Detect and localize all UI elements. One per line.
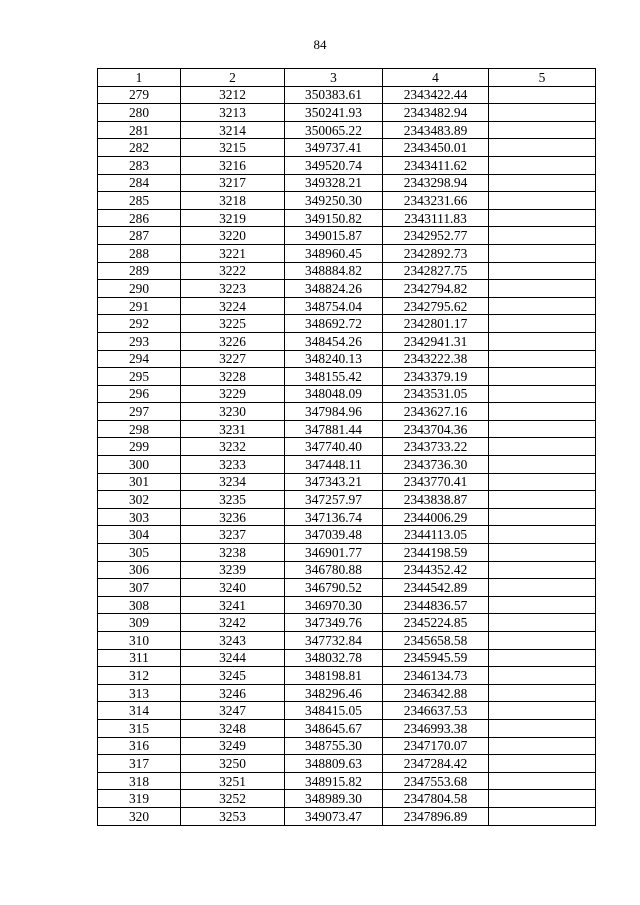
table-cell-col-3: 348692.72 [285,315,383,333]
table-cell-col-2: 3224 [181,297,285,315]
table-cell-col-5 [489,702,596,720]
table-cell-col-4: 2343627.16 [383,403,489,421]
table-cell-col-4: 2343483.89 [383,121,489,139]
table-cell-col-3: 350065.22 [285,121,383,139]
table-cell-col-4: 2345658.58 [383,632,489,650]
table-cell-col-3: 348960.45 [285,244,383,262]
table-cell-col-2: 3243 [181,632,285,650]
table-cell-col-2: 3225 [181,315,285,333]
table-row [98,438,596,456]
table-cell-col-1: 317 [98,755,181,773]
table-cell-col-3: 347343.21 [285,473,383,491]
table-cell-col-1: 291 [98,297,181,315]
table-cell-col-3: 348645.67 [285,719,383,737]
table-cell-col-3: 349520.74 [285,156,383,174]
table-row [98,684,596,702]
table-cell-col-3: 349328.21 [285,174,383,192]
table-cell-col-3: 349150.82 [285,209,383,227]
table-cell-col-2: 3231 [181,420,285,438]
table-cell-col-4: 2344352.42 [383,561,489,579]
table-cell-col-3: 348884.82 [285,262,383,280]
table-cell-col-1: 313 [98,684,181,702]
table-cell-col-5 [489,719,596,737]
table-cell-col-2: 3253 [181,807,285,825]
table-cell-col-5 [489,649,596,667]
table-cell-col-2: 3215 [181,139,285,157]
table-row [98,192,596,210]
table-cell-col-4: 2343531.05 [383,385,489,403]
table-cell-col-5 [489,526,596,544]
table-cell-col-4: 2347170.07 [383,737,489,755]
table-cell-col-4: 2343379.19 [383,368,489,386]
table-cell-col-1: 279 [98,86,181,104]
table-cell-col-2: 3230 [181,403,285,421]
table-cell-col-2: 3218 [181,192,285,210]
table-cell-col-3: 347740.40 [285,438,383,456]
table-row [98,755,596,773]
table-cell-col-2: 3227 [181,350,285,368]
table-cell-col-5 [489,772,596,790]
table-cell-col-4: 2345224.85 [383,614,489,632]
table-cell-col-1: 314 [98,702,181,720]
coordinates-table [97,68,596,826]
table-cell-col-2: 3241 [181,596,285,614]
table-cell-col-4: 2343411.62 [383,156,489,174]
table-cell-col-3: 349737.41 [285,139,383,157]
table-cell-col-5 [489,280,596,298]
table-row [98,385,596,403]
table-row [98,667,596,685]
table-cell-col-1: 293 [98,332,181,350]
table-cell-col-4: 2347553.68 [383,772,489,790]
table-cell-col-1: 311 [98,649,181,667]
table-row [98,315,596,333]
table-row [98,209,596,227]
table-cell-col-4: 2343298.94 [383,174,489,192]
table-cell-col-5 [489,121,596,139]
table-cell-col-3: 346780.88 [285,561,383,579]
table-cell-col-4: 2344006.29 [383,508,489,526]
table-cell-col-2: 3212 [181,86,285,104]
table-cell-col-2: 3236 [181,508,285,526]
table-cell-col-1: 295 [98,368,181,386]
table-cell-col-4: 2342801.17 [383,315,489,333]
table-cell-col-3: 348454.26 [285,332,383,350]
table-cell-col-1: 298 [98,420,181,438]
table-cell-col-1: 297 [98,403,181,421]
table-cell-col-5 [489,614,596,632]
table-row [98,526,596,544]
table-cell-col-5 [489,420,596,438]
table-cell-col-1: 318 [98,772,181,790]
table-row [98,719,596,737]
table-row [98,579,596,597]
table-cell-col-5 [489,332,596,350]
table-cell-col-3: 348415.05 [285,702,383,720]
table-cell-col-1: 282 [98,139,181,157]
table-cell-col-4: 2347284.42 [383,755,489,773]
table-row [98,456,596,474]
table-cell-col-1: 306 [98,561,181,579]
table-cell-col-1: 308 [98,596,181,614]
table-cell-col-4: 2343482.94 [383,104,489,122]
table-cell-col-5 [489,632,596,650]
table-row [98,86,596,104]
table-cell-col-5 [489,403,596,421]
table-cell-col-5 [489,350,596,368]
table-cell-col-4: 2343733.22 [383,438,489,456]
table-cell-col-5 [489,508,596,526]
table-cell-col-4: 2342795.62 [383,297,489,315]
table-cell-col-2: 3221 [181,244,285,262]
table-cell-col-3: 348754.04 [285,297,383,315]
table-cell-col-2: 3219 [181,209,285,227]
table-cell-col-3: 347257.97 [285,491,383,509]
table-cell-col-4: 2343450.01 [383,139,489,157]
table-cell-col-2: 3245 [181,667,285,685]
table-cell-col-2: 3240 [181,579,285,597]
table-cell-col-2: 3232 [181,438,285,456]
table-cell-col-2: 3226 [181,332,285,350]
table-cell-col-1: 316 [98,737,181,755]
table-cell-col-2: 3228 [181,368,285,386]
table-row [98,244,596,262]
table-row [98,508,596,526]
table-cell-col-5 [489,491,596,509]
table-cell-col-3: 348240.13 [285,350,383,368]
table-cell-col-4: 2344836.57 [383,596,489,614]
table-cell-col-3: 349015.87 [285,227,383,245]
table-cell-col-1: 312 [98,667,181,685]
table-cell-col-1: 302 [98,491,181,509]
table-cell-col-5 [489,596,596,614]
table-cell-col-5 [489,456,596,474]
table-cell-col-3: 346970.30 [285,596,383,614]
column-header-1: 1 [98,69,181,87]
table-row [98,596,596,614]
table-cell-col-1: 289 [98,262,181,280]
table-row [98,807,596,825]
table-cell-col-3: 348809.63 [285,755,383,773]
table-row [98,332,596,350]
table-cell-col-3: 347448.11 [285,456,383,474]
table-cell-col-3: 348296.46 [285,684,383,702]
table-cell-col-2: 3248 [181,719,285,737]
table-cell-col-1: 319 [98,790,181,808]
table-cell-col-4: 2345945.59 [383,649,489,667]
table-cell-col-1: 292 [98,315,181,333]
table-cell-col-2: 3237 [181,526,285,544]
table-cell-col-3: 347732.84 [285,632,383,650]
page-number: 84 [313,37,327,52]
table-body [98,86,596,825]
table-cell-col-3: 347984.96 [285,403,383,421]
table-cell-col-3: 348048.09 [285,385,383,403]
table-cell-col-4: 2343111.83 [383,209,489,227]
table-cell-col-1: 303 [98,508,181,526]
table-row [98,280,596,298]
table-cell-col-5 [489,104,596,122]
table-cell-col-4: 2344113.05 [383,526,489,544]
table-cell-col-2: 3238 [181,544,285,562]
table-cell-col-1: 301 [98,473,181,491]
table-cell-col-5 [489,174,596,192]
table-cell-col-2: 3251 [181,772,285,790]
table-cell-col-5 [489,297,596,315]
table-cell-col-4: 2347896.89 [383,807,489,825]
table-cell-col-5 [489,790,596,808]
table-cell-col-2: 3242 [181,614,285,632]
table-cell-col-3: 349073.47 [285,807,383,825]
table-row [98,121,596,139]
table-cell-col-5 [489,244,596,262]
table-cell-col-5 [489,227,596,245]
table-cell-col-3: 348989.30 [285,790,383,808]
table-row [98,649,596,667]
column-header-5: 5 [489,69,596,87]
table-cell-col-4: 2343838.87 [383,491,489,509]
table-cell-col-2: 3247 [181,702,285,720]
table-cell-col-2: 3252 [181,790,285,808]
table-cell-col-2: 3222 [181,262,285,280]
table-cell-col-4: 2344542.89 [383,579,489,597]
table-cell-col-1: 300 [98,456,181,474]
table-cell-col-4: 2344198.59 [383,544,489,562]
table-row [98,368,596,386]
table-cell-col-2: 3244 [181,649,285,667]
table-row [98,702,596,720]
table-cell-col-5 [489,684,596,702]
table-row [98,491,596,509]
table-cell-col-4: 2342952.77 [383,227,489,245]
table-row [98,297,596,315]
column-header-3: 3 [285,69,383,87]
table-cell-col-5 [489,438,596,456]
table-cell-col-4: 2342941.31 [383,332,489,350]
table-cell-col-5 [489,315,596,333]
table-cell-col-3: 347349.76 [285,614,383,632]
table-cell-col-2: 3229 [181,385,285,403]
table-cell-col-2: 3216 [181,156,285,174]
table-cell-col-3: 346901.77 [285,544,383,562]
table-cell-col-4: 2346342.88 [383,684,489,702]
table-cell-col-2: 3217 [181,174,285,192]
table-cell-col-1: 288 [98,244,181,262]
table-row [98,614,596,632]
table-row [98,473,596,491]
table-cell-col-1: 305 [98,544,181,562]
table-cell-col-3: 348824.26 [285,280,383,298]
table-cell-col-4: 2342827.75 [383,262,489,280]
table-cell-col-1: 294 [98,350,181,368]
table-cell-col-3: 349250.30 [285,192,383,210]
table-cell-col-2: 3220 [181,227,285,245]
table-cell-col-4: 2346993.38 [383,719,489,737]
table-cell-col-1: 296 [98,385,181,403]
table-cell-col-4: 2343231.66 [383,192,489,210]
table-cell-col-1: 290 [98,280,181,298]
table-cell-col-1: 280 [98,104,181,122]
table-cell-col-5 [489,561,596,579]
table-cell-col-4: 2343736.30 [383,456,489,474]
table-cell-col-3: 348198.81 [285,667,383,685]
table-cell-col-3: 348915.82 [285,772,383,790]
table-row [98,772,596,790]
table-cell-col-5 [489,473,596,491]
table-row [98,420,596,438]
table-cell-col-3: 350383.61 [285,86,383,104]
table-cell-col-1: 284 [98,174,181,192]
table-row [98,174,596,192]
table-row [98,737,596,755]
table-cell-col-1: 320 [98,807,181,825]
table-cell-col-3: 347039.48 [285,526,383,544]
table-row [98,262,596,280]
table-cell-col-1: 309 [98,614,181,632]
table-cell-col-5 [489,755,596,773]
table-cell-col-2: 3239 [181,561,285,579]
table-cell-col-5 [489,192,596,210]
table-cell-col-5 [489,139,596,157]
table-cell-col-3: 348755.30 [285,737,383,755]
table-cell-col-5 [489,262,596,280]
table-cell-col-5 [489,209,596,227]
table-cell-col-2: 3250 [181,755,285,773]
table-cell-col-4: 2343422.44 [383,86,489,104]
table-row [98,544,596,562]
table-cell-col-1: 310 [98,632,181,650]
table-cell-col-1: 304 [98,526,181,544]
table-cell-col-3: 346790.52 [285,579,383,597]
table-header [98,69,596,87]
table-cell-col-4: 2347804.58 [383,790,489,808]
header-row [98,69,596,87]
table-cell-col-2: 3246 [181,684,285,702]
table-cell-col-5 [489,156,596,174]
table-cell-col-2: 3214 [181,121,285,139]
table-cell-col-3: 347881.44 [285,420,383,438]
table-cell-col-3: 350241.93 [285,104,383,122]
table-row [98,227,596,245]
table-cell-col-2: 3223 [181,280,285,298]
table-cell-col-1: 286 [98,209,181,227]
table-cell-col-2: 3233 [181,456,285,474]
table-cell-col-2: 3213 [181,104,285,122]
table-row [98,104,596,122]
table-row [98,156,596,174]
table-cell-col-4: 2346637.53 [383,702,489,720]
table-row [98,139,596,157]
table-row [98,403,596,421]
table-cell-col-1: 299 [98,438,181,456]
table-cell-col-1: 281 [98,121,181,139]
table-cell-col-4: 2342794.82 [383,280,489,298]
table-cell-col-5 [489,385,596,403]
table-cell-col-3: 348155.42 [285,368,383,386]
table-row [98,561,596,579]
table-cell-col-3: 348032.78 [285,649,383,667]
table-cell-col-1: 285 [98,192,181,210]
table-cell-col-5 [489,737,596,755]
table-row [98,350,596,368]
table-cell-col-1: 315 [98,719,181,737]
table-cell-col-4: 2343704.36 [383,420,489,438]
column-header-2: 2 [181,69,285,87]
table-cell-col-4: 2343222.38 [383,350,489,368]
table-cell-col-4: 2343770.41 [383,473,489,491]
table-cell-col-4: 2342892.73 [383,244,489,262]
table-cell-col-5 [489,368,596,386]
table-cell-col-2: 3234 [181,473,285,491]
table-cell-col-1: 283 [98,156,181,174]
column-header-4: 4 [383,69,489,87]
table-cell-col-1: 287 [98,227,181,245]
table-cell-col-1: 307 [98,579,181,597]
table-cell-col-5 [489,579,596,597]
table-cell-col-4: 2346134.73 [383,667,489,685]
table-cell-col-2: 3249 [181,737,285,755]
table-row [98,790,596,808]
table-row [98,632,596,650]
table-cell-col-2: 3235 [181,491,285,509]
table-cell-col-5 [489,544,596,562]
table-cell-col-5 [489,807,596,825]
table-cell-col-5 [489,86,596,104]
table-cell-col-5 [489,667,596,685]
table-cell-col-3: 347136.74 [285,508,383,526]
